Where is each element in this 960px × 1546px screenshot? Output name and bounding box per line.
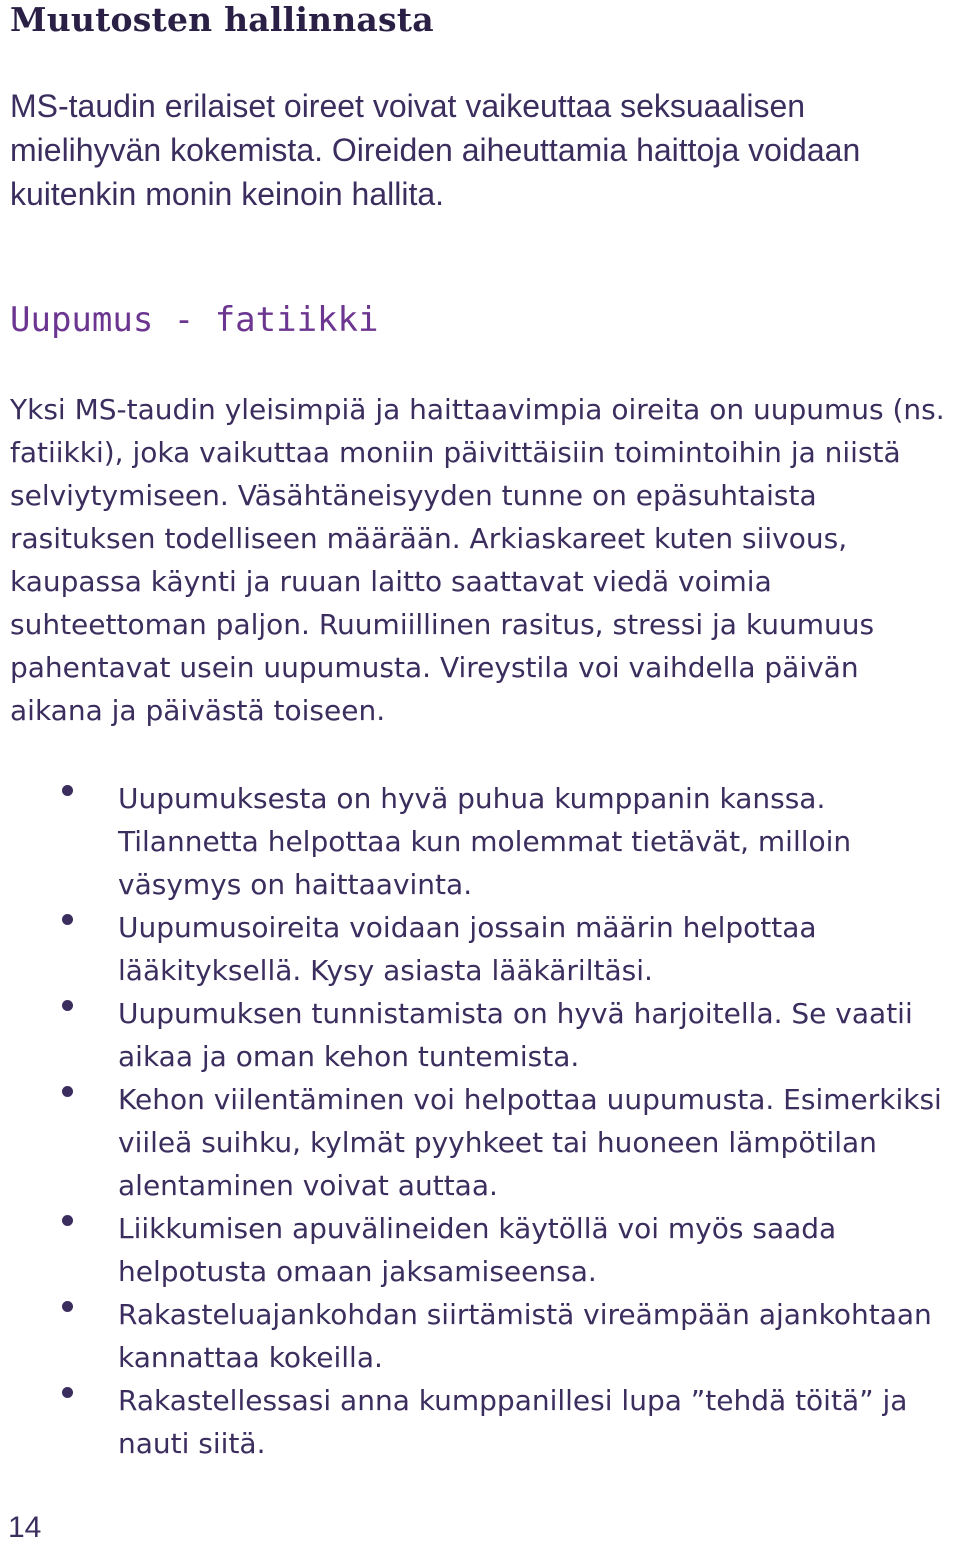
tip-item (58, 1379, 953, 1465)
tip-item (58, 777, 953, 906)
tip-item (58, 992, 953, 1078)
section-heading: Uupumus - fatiikki (10, 300, 379, 340)
tip-text: Uupumusoireita voidaan jossain määrin helpottaa lääkityksellä. Kysy asiasta lääkäriltäsi. (118, 911, 817, 987)
bullet-icon (62, 914, 73, 925)
tip-text: Kehon viilentäminen voi helpottaa uupumusta. Esimerkiksi viileä suihku, kylmät pyyhkeet tai huoneen lämpötilan alentaminen voivat auttaa. (118, 1083, 942, 1202)
bullet-icon (62, 1387, 73, 1398)
tip-item (58, 1207, 953, 1293)
tip-text: Rakasteluajankohdan siirtämistä vireämpään ajankohtaan kannattaa kokeilla. (118, 1298, 932, 1374)
bullet-icon (62, 785, 73, 796)
bullet-icon (62, 1000, 73, 1011)
tip-item (58, 1078, 953, 1207)
bullet-icon (62, 1086, 73, 1097)
tip-text: Uupumuksen tunnistamista on hyvä harjoitella. Se vaatii aikaa ja oman kehon tuntemista. (118, 997, 913, 1073)
intro-paragraph: MS-taudin erilaiset oireet voivat vaikeuttaa seksuaalisen mielihyvän kokemista. Oireiden aiheuttamia haittoja voidaan kuitenkin monin keinoin hallita. (10, 88, 861, 212)
bullet-icon (62, 1301, 73, 1312)
tip-text: Uupumuksesta on hyvä puhua kumppanin kanssa. Tilannetta helpottaa kun molemmat tietävät, milloin väsymys on haittaavinta. (118, 782, 852, 901)
tips-list (58, 777, 953, 1465)
page-title: Muutosten hallinnasta (10, 0, 434, 39)
tip-item (58, 1293, 953, 1379)
tip-text: Rakastellessasi anna kumppanillesi lupa ”tehdä töitä” ja nauti siitä. (118, 1384, 908, 1460)
bullet-icon (62, 1215, 73, 1226)
tip-item (58, 906, 953, 992)
page-number: 14 (8, 1511, 42, 1544)
section-paragraph: Yksi MS-taudin yleisimpiä ja haittaavimpia oireita on uupumus (ns. fatiikki), joka vaikuttaa moniin päivittäisiin toimintoihin ja niistä selviytymiseen. Väsähtäneisyyden tunne on epäsuhtaista rasituksen todelliseen määrään. Arkiaskareet kuten siivous, kaupassa käynti ja ruuan laitto saattavat viedä voimia suhteettoman paljon. Ruumiillinen rasitus, stressi ja kuumuus pahentavat usein uupumusta. Vireystila voi vaihdella päivän aikana ja päivästä toiseen. (10, 393, 945, 727)
tip-text: Liikkumisen apuvälineiden käytöllä voi myös saada helpotusta omaan jaksamiseensa. (118, 1212, 837, 1288)
